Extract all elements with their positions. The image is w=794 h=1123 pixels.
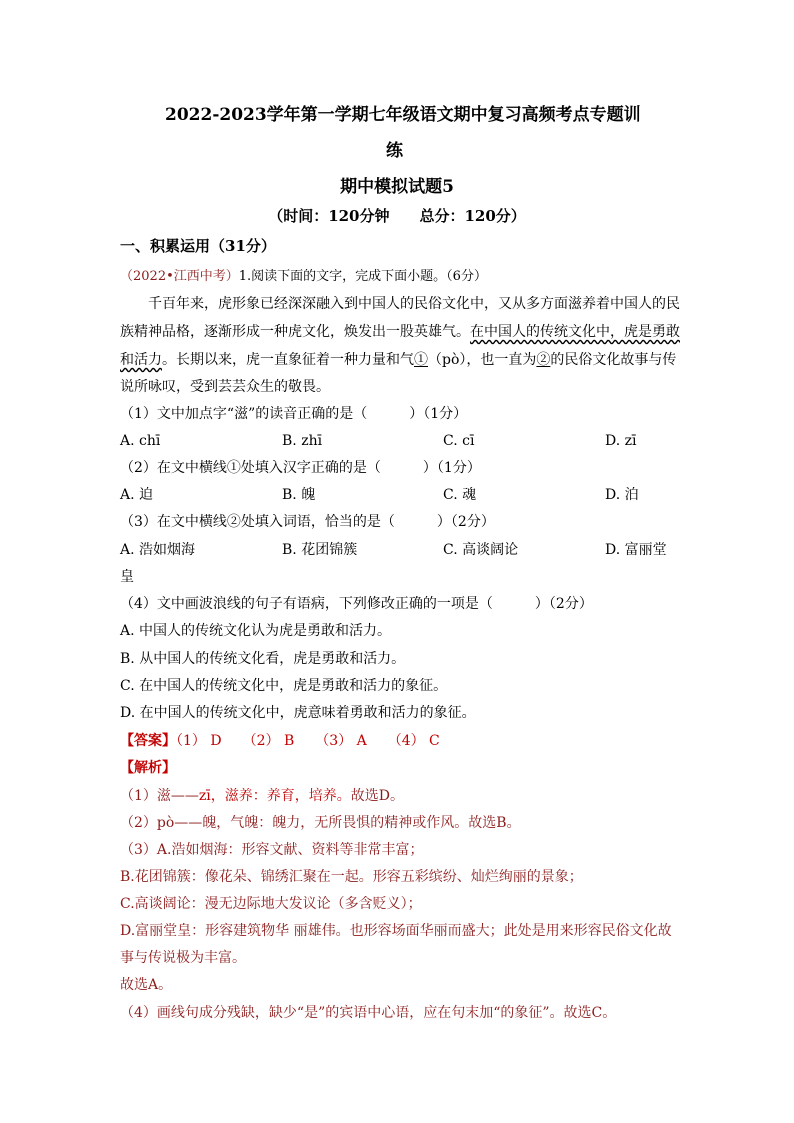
answer-line [120,731,440,751]
analysis-line-2: （2）pò——魄，气魄：魄力，无所畏惧的精神或作风。故选B。 [120,815,521,831]
wavy-sentence-part2: 和活力 [120,352,162,368]
analysis-line-4: B.花团锦簇：像花朵、锦绣汇聚在一起。形容五彩缤纷、灿烂绚丽的景象； [120,869,583,885]
answer-label: 【答案】 [120,733,176,749]
analysis-text: （1）滋—— [120,788,199,804]
q4-stem: （4）文中画波浪线的句子有语病，下列修改正确的一项是（ ）（2分） [120,596,593,612]
q2-option-d: D. 泊 [605,487,639,503]
analysis-label: 【解析】 [120,760,176,776]
analysis-line-9: （4）画线句成分残缺，缺少“是”的宾语中心语，应在句末加“的象征”。故选C。 [120,1005,617,1021]
blank-1: ① [414,352,428,368]
passage-line-4: 说所咏叹，受到芸芸众生的敬畏。 [120,379,330,395]
q1-option-c: C. cī [443,433,475,449]
analysis-line-3: （3）A.浩如烟海：形容文献、资料等非常丰富； [120,842,424,858]
question-intro [120,267,487,287]
blank-2: ② [536,352,551,368]
answer-text: （1） D （2） B （3） A （4） C [176,733,440,749]
passage-text: （pò），也一直为 [428,352,537,368]
q1-option-a: A. chī [120,433,161,449]
q2-option-a: A. 迫 [120,487,154,503]
q3-option-b: B. 花团锦簇 [282,542,358,558]
page-title-wrap: 练 [386,141,403,161]
question-intro-text: 1.阅读下面的文字，完成下面小题。（6分） [238,269,487,284]
q1-option-b: B. zhī [282,433,323,449]
q4-option-b: B. 从中国人的传统文化看，虎是勇敢和活力。 [120,651,406,667]
q3-option-c: C. 高谈阔论 [443,542,519,558]
q2-option-c: C. 魂 [443,487,477,503]
analysis-line-8: 故选A。 [120,977,173,993]
q2-stem: （2）在文中横线①处填入汉字正确的是（ ）（1分） [120,460,481,476]
q1-stem: （1）文中加点字“滋”的读音正确的是（ ）（1分） [120,406,468,422]
q4-option-a: A. 中国人的传统文化认为虎是勇敢和活力。 [120,623,392,639]
q4-option-d: D. 在中国人的传统文化中，虎意味着勇敢和活力的象征。 [120,705,476,721]
wavy-sentence-part1: 在中国人的传统文化中，虎是勇敢 [470,324,680,340]
q4-option-c: C. 在中国人的传统文化中，虎是勇敢和活力的象征。 [120,678,448,694]
analysis-line-5: C.高谈阔论：漫无边际地大发议论（多含贬义）； [120,896,422,912]
analysis-line-7: 事与传说极为丰富。 [120,950,246,966]
analysis-line-6: D.富丽堂皇：形容建筑物华 丽雄伟。也形容场面华丽而盛大；此处是用来形容民俗文化故 [120,923,672,939]
passage-line-2 [120,322,680,342]
analysis-text: zī，滋养：养育，培养。 [198,788,351,804]
q3-stem: （3）在文中横线②处填入词语，恰当的是（ ）（2分） [120,514,495,530]
passage-text: 。长期以来，虎一直象征着一种力量和气 [162,352,414,368]
q3-option-d-wrap: 皇 [120,569,134,585]
q3-option-a: A. 浩如烟海 [120,542,196,558]
time-info: （时间：120分钟 总分：120分） [268,207,526,225]
page-title: 2022-2023学年第一学期七年级语文期中复习高频考点专题训 [165,105,641,125]
passage-text: 族精神品格，逐渐形成一种虎文化，焕发出一股英雄气。 [120,324,470,340]
passage-line-1: 千百年来，虎形象已经深深融入到中国人的民俗文化中，又从多方面滋养着中国人的民 [148,296,680,312]
analysis-line-1 [120,786,404,806]
q3-option-d: D. 富丽堂 [605,542,667,558]
question-source: （2022•江西中考） [120,269,239,284]
passage-line-3 [120,350,676,370]
q1-option-d: D. zī [605,433,637,449]
exam-subtitle: 期中模拟试题5 [340,177,454,197]
analysis-text: 故选D。 [350,788,405,804]
section-heading: 一、积累运用（31分） [120,237,276,255]
passage-text: 的民俗文化故事与传 [550,352,677,368]
q2-option-b: B. 魄 [282,487,316,503]
